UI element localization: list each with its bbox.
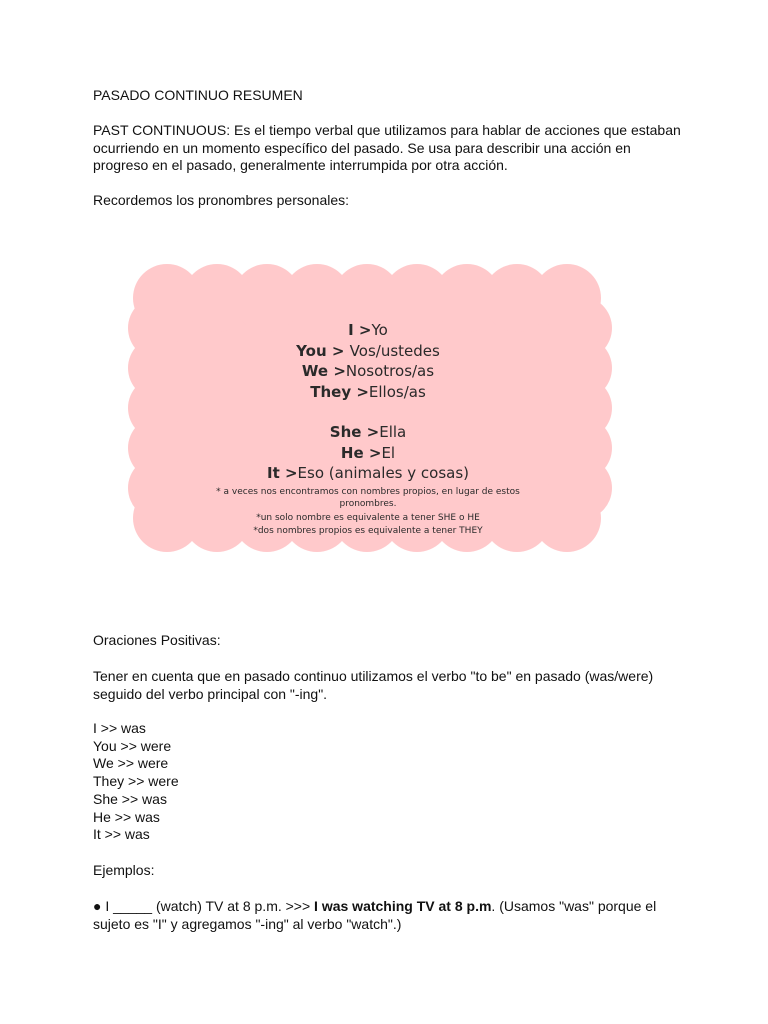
list-item: They >> were (93, 773, 179, 790)
pronoun-english: They > (310, 382, 369, 401)
card-note-1: * a veces nos encontramos con nombres propios, en lugar de estos pronombres. (216, 486, 520, 509)
list-item: He >> was (93, 808, 160, 825)
pronouns-card-text (128, 320, 608, 538)
section-heading-positivas: Oraciones Positivas: (93, 632, 221, 648)
example-answer: I was watching TV at 8 p.m (314, 898, 492, 914)
pronoun-english: He > (340, 443, 382, 462)
pronoun-line (128, 422, 608, 443)
pronoun-group-plural (128, 320, 608, 402)
pronoun-english: She > (329, 423, 380, 441)
pronoun-spanish: Ella (379, 423, 407, 441)
example-item (93, 898, 683, 933)
pronoun-line (128, 443, 608, 464)
list-item: You >> were (93, 737, 172, 754)
list-item: It >> was (93, 826, 150, 843)
intro-paragraph: PAST CONTINUOUS: Es el tiempo verbal que utilizamos para hablar de acciones que estaban ocurriendo en un momento específico del pasado. Se usa para describir una acción en progreso en el pasado, generalmente interrumpida por otra acción. (93, 122, 681, 173)
to-be-list (93, 720, 683, 844)
card-note-3: *dos nombres propios es equivalente a tener THEY (253, 526, 483, 536)
example-explanation: . (Usamos "was" porque el sujeto es "I" y agregamos "-ing" al verbo "watch".) (93, 898, 657, 932)
pronoun-english: It > (266, 464, 298, 482)
bullet-icon: ● (93, 898, 102, 914)
pronoun-spanish: El (381, 443, 396, 462)
list-item: I >> was (93, 720, 146, 736)
section-heading-ejemplos: Ejemplos: (93, 862, 155, 878)
pronoun-spanish: Nosotros/as (345, 362, 435, 380)
example-prompt: I _____ (watch) TV at 8 p.m. >>> (101, 898, 315, 914)
pronoun-line (128, 341, 608, 362)
pronoun-line (128, 361, 608, 382)
pronoun-english: We > (301, 362, 346, 380)
pronoun-spanish: Ellos/as (368, 382, 426, 401)
pronoun-line (128, 382, 608, 403)
spacer (128, 402, 608, 422)
pronoun-english: I > (348, 321, 372, 339)
document-title: PASADO CONTINUO RESUMEN (93, 87, 303, 103)
pronoun-group-singular (128, 422, 608, 484)
pronouns-intro: Recordemos los pronombres personales: (93, 192, 350, 208)
pronoun-spanish: Yo (371, 321, 388, 339)
pronoun-line (128, 320, 608, 341)
card-note-2: *un solo nombre es equivalente a tener SHE o HE (256, 512, 480, 523)
to-be-explanation: Tener en cuenta que en pasado continuo utilizamos el verbo "to be" en pasado (was/were) seguido del verbo principal con "-ing". (93, 668, 654, 702)
pronoun-spanish: Eso (animales y cosas) (297, 464, 470, 482)
pronoun-english: You > (296, 341, 345, 360)
list-item: We >> were (93, 755, 169, 772)
pronoun-spanish: Vos/ustedes (349, 341, 440, 360)
list-item: She >> was (93, 790, 167, 807)
pronoun-line (128, 463, 608, 484)
